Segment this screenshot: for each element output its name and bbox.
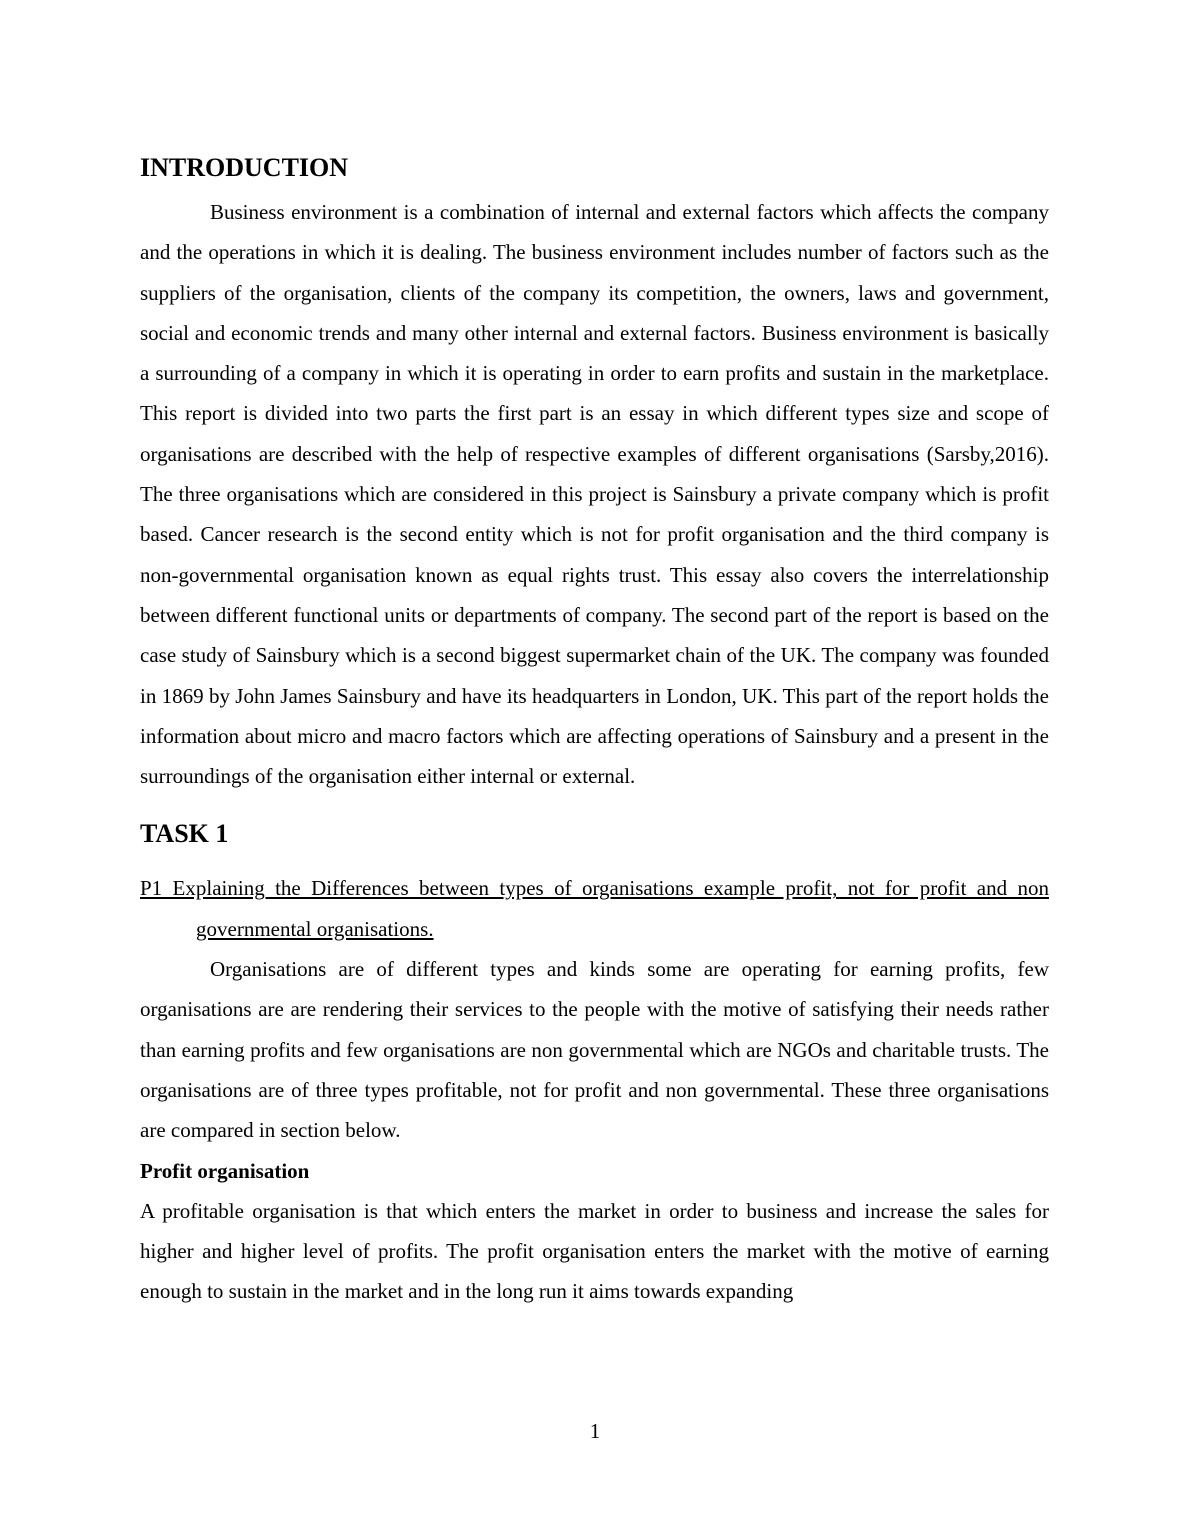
introduction-paragraph: Business environment is a combination of internal and external factors which affects the company and the operations in which it is dealing. The business environment includes number of factors such as the suppliers of the organisation, clients of the company its competition, the owners, laws and government, social and economic trends and many other internal and external factors. Business environment is basically a surrounding of a company in which it is operating in order to earn profits and sustain in the marketplace. This report is divided into two parts the first part is an essay in which different types size and scope of organisations are described with the help of respective examples of different organisations (Sarsby,2016). The three organisations which are considered in this project is Sainsbury a private company which is profit based. Cancer research is the second entity which is not for profit organisation and the third company is non-governmental organisation known as equal rights trust. This essay also covers the interrelationship between different functional units or departments of company. The second part of the report is based on the case study of Sainsbury which is a second biggest supermarket chain of the UK. The company was founded in 1869 by John James Sainsbury and have its headquarters in London, UK. This part of the report holds the information about micro and macro factors which are affecting operations of Sainsbury and a present in the surroundings of the organisation either internal or external.: [140, 200, 1049, 789]
p1-paragraph: Organisations are of different types and kinds some are operating for earning profits, few organisations are are rendering their services to the people with the motive of satisfying their needs rather than earning profits and few organisations are non governmental which are NGOs and charitable trusts. The organisations are of three types profitable, not for profit and non governmental. These three organisations are compared in section below.: [140, 957, 1049, 1143]
profit-organisation-heading: Profit organisation: [140, 1158, 310, 1183]
profit-organisation-paragraph: A profitable organisation is that which enters the market in order to business and increase the sales for higher and higher level of profits. The profit organisation enters the market with the motive of earning enough to sustain in the market and in the long run it aims towards expanding: [140, 1198, 1049, 1304]
p1-subheading: P1 Explaining the Differences between types of organisations example profit, not for profit and non governmental organisations.: [140, 876, 1049, 941]
introduction-heading: INTRODUCTION: [140, 153, 349, 182]
document-page: [140, 150, 1049, 1312]
task-1-heading: TASK 1: [140, 819, 229, 849]
page-number: 1: [589, 1419, 601, 1443]
